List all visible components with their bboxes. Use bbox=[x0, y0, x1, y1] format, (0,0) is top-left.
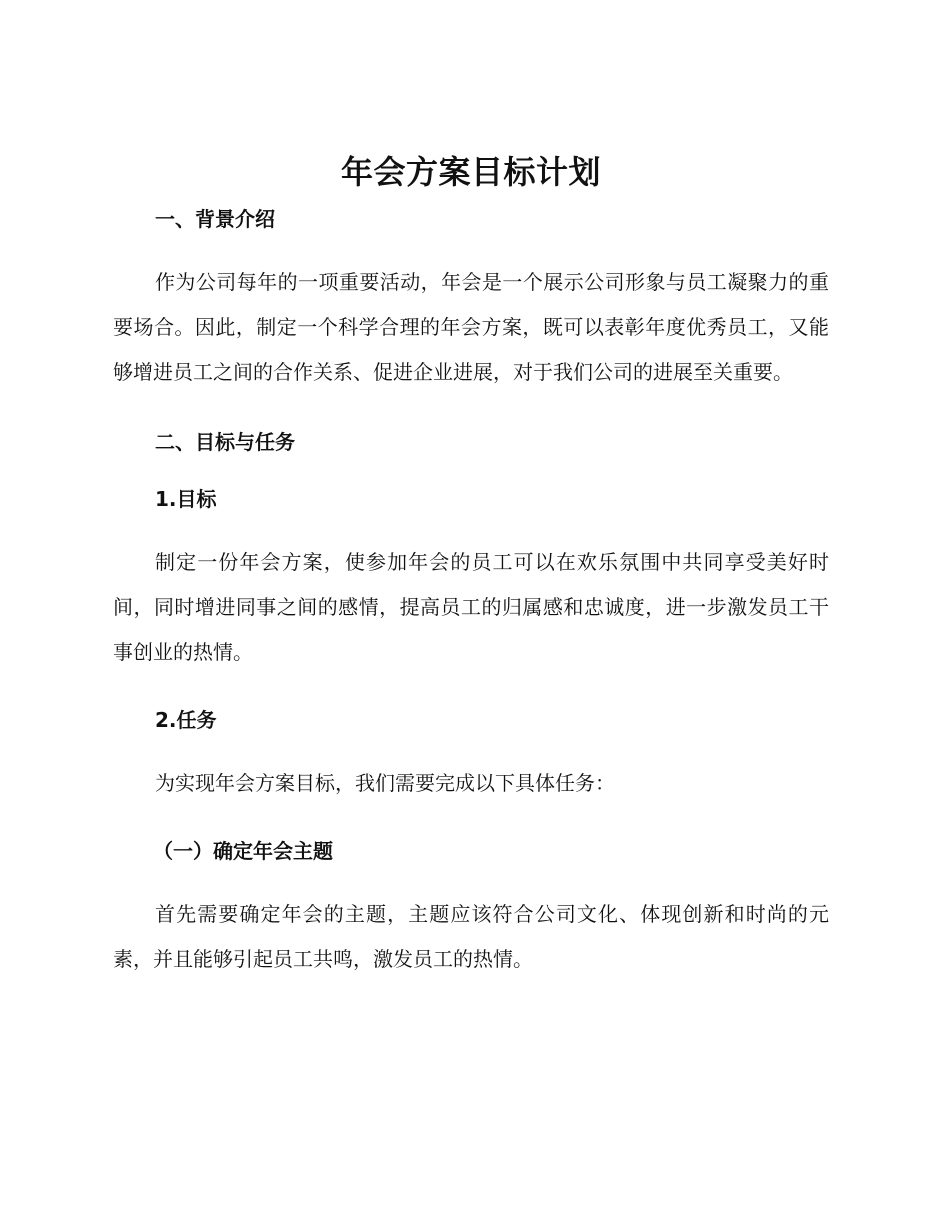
paragraph-background: 作为公司每年的一项重要活动，年会是一个展示公司形象与员工凝聚力的重要场合。因此，制定一个科学合理的年会方案，既可以表彰年度优秀员工，又能够增进员工之间的合作关系、促进企业进展，对于我们公司的进展至关重要。 bbox=[113, 270, 829, 384]
subheading-task: 2.任务 bbox=[155, 708, 217, 732]
subheading-goal: 1.目标 bbox=[155, 487, 217, 511]
paragraph-goal: 制定一份年会方案，使参加年会的员工可以在欢乐氛围中共同享受美好时间，同时增进同事之间的感情，提高员工的归属感和忠诚度，进一步激发员工干事创业的热情。 bbox=[113, 550, 829, 664]
subheading-task-theme: （一）确定年会主题 bbox=[153, 839, 333, 863]
document-body bbox=[113, 148, 829, 982]
document-title: 年会方案目标计划 bbox=[340, 153, 601, 191]
paragraph-task-intro: 为实现年会方案目标，我们需要完成以下具体任务： bbox=[155, 771, 615, 795]
section-heading-background: 一、背景介绍 bbox=[155, 207, 275, 231]
paragraph-task-theme: 首先需要确定年会的主题，主题应该符合公司文化、体现创新和时尚的元素，并且能够引起员工共鸣，激发员工的热情。 bbox=[113, 902, 829, 971]
section-heading-goals-tasks: 二、目标与任务 bbox=[155, 430, 295, 454]
